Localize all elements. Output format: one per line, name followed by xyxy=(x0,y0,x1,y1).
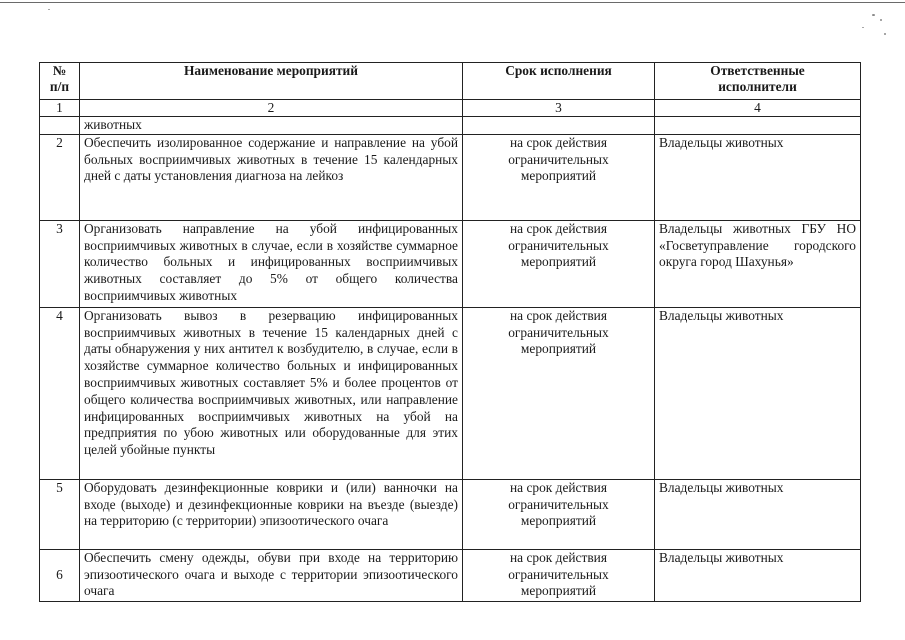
measures-table xyxy=(39,62,861,602)
continuation-text: животных xyxy=(80,117,463,135)
header-responsible: Ответственные исполнители xyxy=(655,63,861,100)
table-row xyxy=(40,307,861,479)
row-measure: Организовать вывоз в резервацию инфицированных восприимчивых животных в течение 15 календарных дней с даты обнаружения у них антител к возбудителю, в случае, если в хозяйстве суммарное количество больных и инфицированных восприимчивых животных составляет 5% и более процентов от общего количества восприимчивых животных, или направление инфицированных восприимчивых животных на убой на предприятия по убою животных или оборудованные для этих целей убойные пункты xyxy=(80,307,463,479)
header-term: Срок исполнения xyxy=(463,63,655,100)
row-number: 2 xyxy=(40,134,80,220)
row-number: 4 xyxy=(40,307,80,479)
row-term: на срок действия ограничительных мероприятий xyxy=(463,220,655,307)
row-number: 5 xyxy=(40,479,80,549)
row-number: 6 xyxy=(40,549,80,601)
column-index-row xyxy=(40,100,861,117)
scan-speck xyxy=(872,14,875,16)
row-responsible: Владельцы животных ГБУ НО «Госветуправление городского округа город Шахунья» xyxy=(655,220,861,307)
row-measure: Оборудовать дезинфекционные коврики и (или) ванночки на входе (выходе) и дезинфекционные коврики на въезде (выезде) на территорию (с территории) эпизоотического очага xyxy=(80,479,463,549)
row-term: на срок действия ограничительных мероприятий xyxy=(463,134,655,220)
header-number: № п/п xyxy=(40,63,80,100)
column-index: 1 xyxy=(40,100,80,117)
scan-speck xyxy=(880,19,882,21)
row-number: 3 xyxy=(40,220,80,307)
scan-speck xyxy=(884,33,886,35)
row-measure: Обеспечить изолированное содержание и направление на убой больных восприимчивых животных в течение 15 календарных дней с даты установления диагноза на лейкоз xyxy=(80,134,463,220)
row-responsible: Владельцы животных xyxy=(655,549,861,601)
column-index: 4 xyxy=(655,100,861,117)
table-row xyxy=(40,134,861,220)
table-row xyxy=(40,479,861,549)
row-term: на срок действия ограничительных мероприятий xyxy=(463,307,655,479)
row-responsible: Владельцы животных xyxy=(655,307,861,479)
row-responsible: Владельцы животных xyxy=(655,479,861,549)
row-term: на срок действия ограничительных мероприятий xyxy=(463,549,655,601)
scan-speck xyxy=(862,27,864,28)
table-row xyxy=(40,549,861,601)
column-index: 2 xyxy=(80,100,463,117)
column-index: 3 xyxy=(463,100,655,117)
row-measure: Обеспечить смену одежды, обуви при входе на территорию эпизоотического очага и выходе с территории эпизоотического очага xyxy=(80,549,463,601)
scan-speck xyxy=(48,9,50,10)
table-header-row xyxy=(40,63,861,100)
row-responsible: Владельцы животных xyxy=(655,134,861,220)
row-measure: Организовать направление на убой инфицированных восприимчивых животных в случае, если в хозяйстве суммарное количество больных и инфицированных восприимчивых животных составляет до 5% от общего количества восприимчивых животных xyxy=(80,220,463,307)
scan-top-edge xyxy=(0,2,905,3)
continuation-row xyxy=(40,117,861,135)
table-row xyxy=(40,220,861,307)
row-term: на срок действия ограничительных мероприятий xyxy=(463,479,655,549)
header-measure-name: Наименование мероприятий xyxy=(80,63,463,100)
